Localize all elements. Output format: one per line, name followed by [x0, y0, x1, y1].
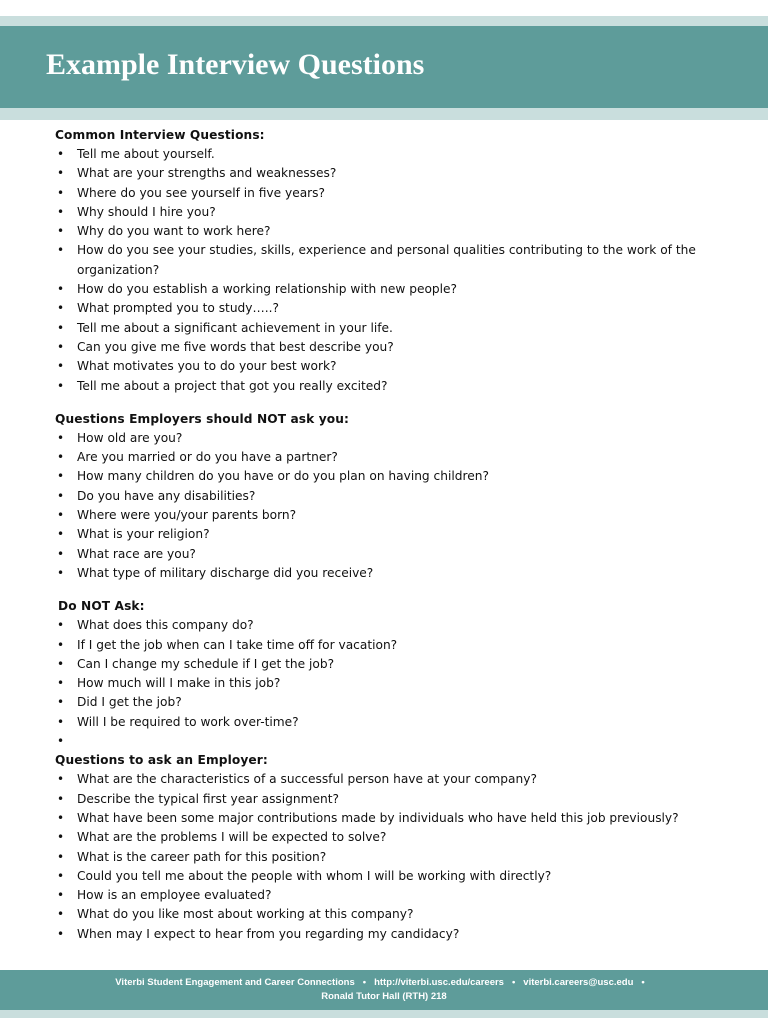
question-list	[55, 616, 715, 751]
section-do-not-ask	[55, 597, 715, 751]
question-item: • Describe the typical first year assignment?	[55, 790, 715, 809]
question-item: • Are you married or do you have a partner?	[55, 448, 715, 467]
footer-separator: •	[641, 977, 645, 988]
footer-contact-line	[0, 977, 768, 988]
question-item: • Can I change my schedule if I get the job?	[55, 655, 715, 674]
question-list	[55, 145, 715, 396]
question-item: • Did I get the job?	[55, 693, 715, 712]
question-list	[55, 770, 715, 944]
question-item: • Where were you/your parents born?	[55, 506, 715, 525]
section-employers-should-not-ask	[55, 410, 715, 583]
question-item: • What are the characteristics of a successful person have at your company?	[55, 770, 715, 789]
footer-separator: •	[511, 977, 516, 988]
question-item: • Do you have any disabilities?	[55, 487, 715, 506]
question-item: • How old are you?	[55, 429, 715, 448]
question-item: • Can you give me five words that best describe you?	[55, 338, 715, 357]
question-item: • What are the problems I will be expected to solve?	[55, 828, 715, 847]
top-accent-stripe	[0, 16, 768, 26]
section-heading: Do NOT Ask:	[58, 599, 145, 614]
section-heading: Common Interview Questions:	[55, 128, 265, 142]
question-item: • How do you establish a working relationship with new people?	[55, 280, 715, 299]
question-item: • Will I be required to work over-time?	[55, 713, 715, 732]
question-item: • Why do you want to work here?	[55, 222, 715, 241]
section-questions-to-ask-employer	[55, 751, 715, 944]
question-item: • What is your religion?	[55, 525, 715, 544]
question-item: • Tell me about yourself.	[55, 145, 715, 164]
section-heading: Questions Employers should NOT ask you:	[55, 411, 349, 426]
question-item: • How much will I make in this job?	[55, 674, 715, 693]
footer-banner	[0, 970, 768, 1010]
question-item: • How do you see your studies, skills, experience and personal qualities contributing to the work of the organization?	[55, 241, 715, 280]
question-item: • What do you like most about working at this company?	[55, 905, 715, 924]
question-item: • How many children do you have or do you plan on having children?	[55, 467, 715, 486]
question-item: • What prompted you to study…..?	[55, 299, 715, 318]
question-item: • What motivates you to do your best work?	[55, 357, 715, 376]
question-item: • Tell me about a significant achievement in your life.	[55, 319, 715, 338]
page-title: Example Interview Questions	[46, 48, 425, 81]
title-under-stripe	[0, 108, 768, 120]
question-item: • If I get the job when can I take time off for vacation?	[55, 636, 715, 655]
question-item: • What race are you?	[55, 545, 715, 564]
footer-email-link[interactable]: viterbi.careers@usc.edu	[523, 977, 634, 988]
question-item: • When may I expect to hear from you regarding my candidacy?	[55, 925, 715, 944]
title-banner	[0, 26, 768, 108]
content-area	[0, 126, 768, 944]
question-item: • What are your strengths and weaknesses?	[55, 164, 715, 183]
question-item: • Tell me about a project that got you really excited?	[55, 377, 715, 396]
question-item: • Could you tell me about the people with whom I will be working with directly?	[55, 867, 715, 886]
empty-list-item	[55, 732, 715, 751]
question-list	[55, 429, 715, 583]
question-item: • Where do you see yourself in five years?	[55, 184, 715, 203]
footer-separator: •	[362, 977, 367, 988]
question-item: • What does this company do?	[55, 616, 715, 635]
footer-url-link[interactable]: http://viterbi.usc.edu/careers	[374, 977, 504, 988]
question-item: • Why should I hire you?	[55, 203, 715, 222]
footer-location: Ronald Tutor Hall (RTH) 218	[321, 991, 447, 1002]
section-heading: Questions to ask an Employer:	[55, 753, 268, 768]
bottom-accent-stripe	[0, 1010, 768, 1018]
question-item: • What type of military discharge did you receive?	[55, 564, 715, 583]
section-common-questions	[55, 126, 715, 396]
question-item: • What have been some major contributions made by individuals who have held this job previously?	[55, 809, 715, 828]
question-item: • What is the career path for this position?	[55, 848, 715, 867]
footer-org: Viterbi Student Engagement and Career Connections	[115, 977, 355, 988]
question-item: • How is an employee evaluated?	[55, 886, 715, 905]
